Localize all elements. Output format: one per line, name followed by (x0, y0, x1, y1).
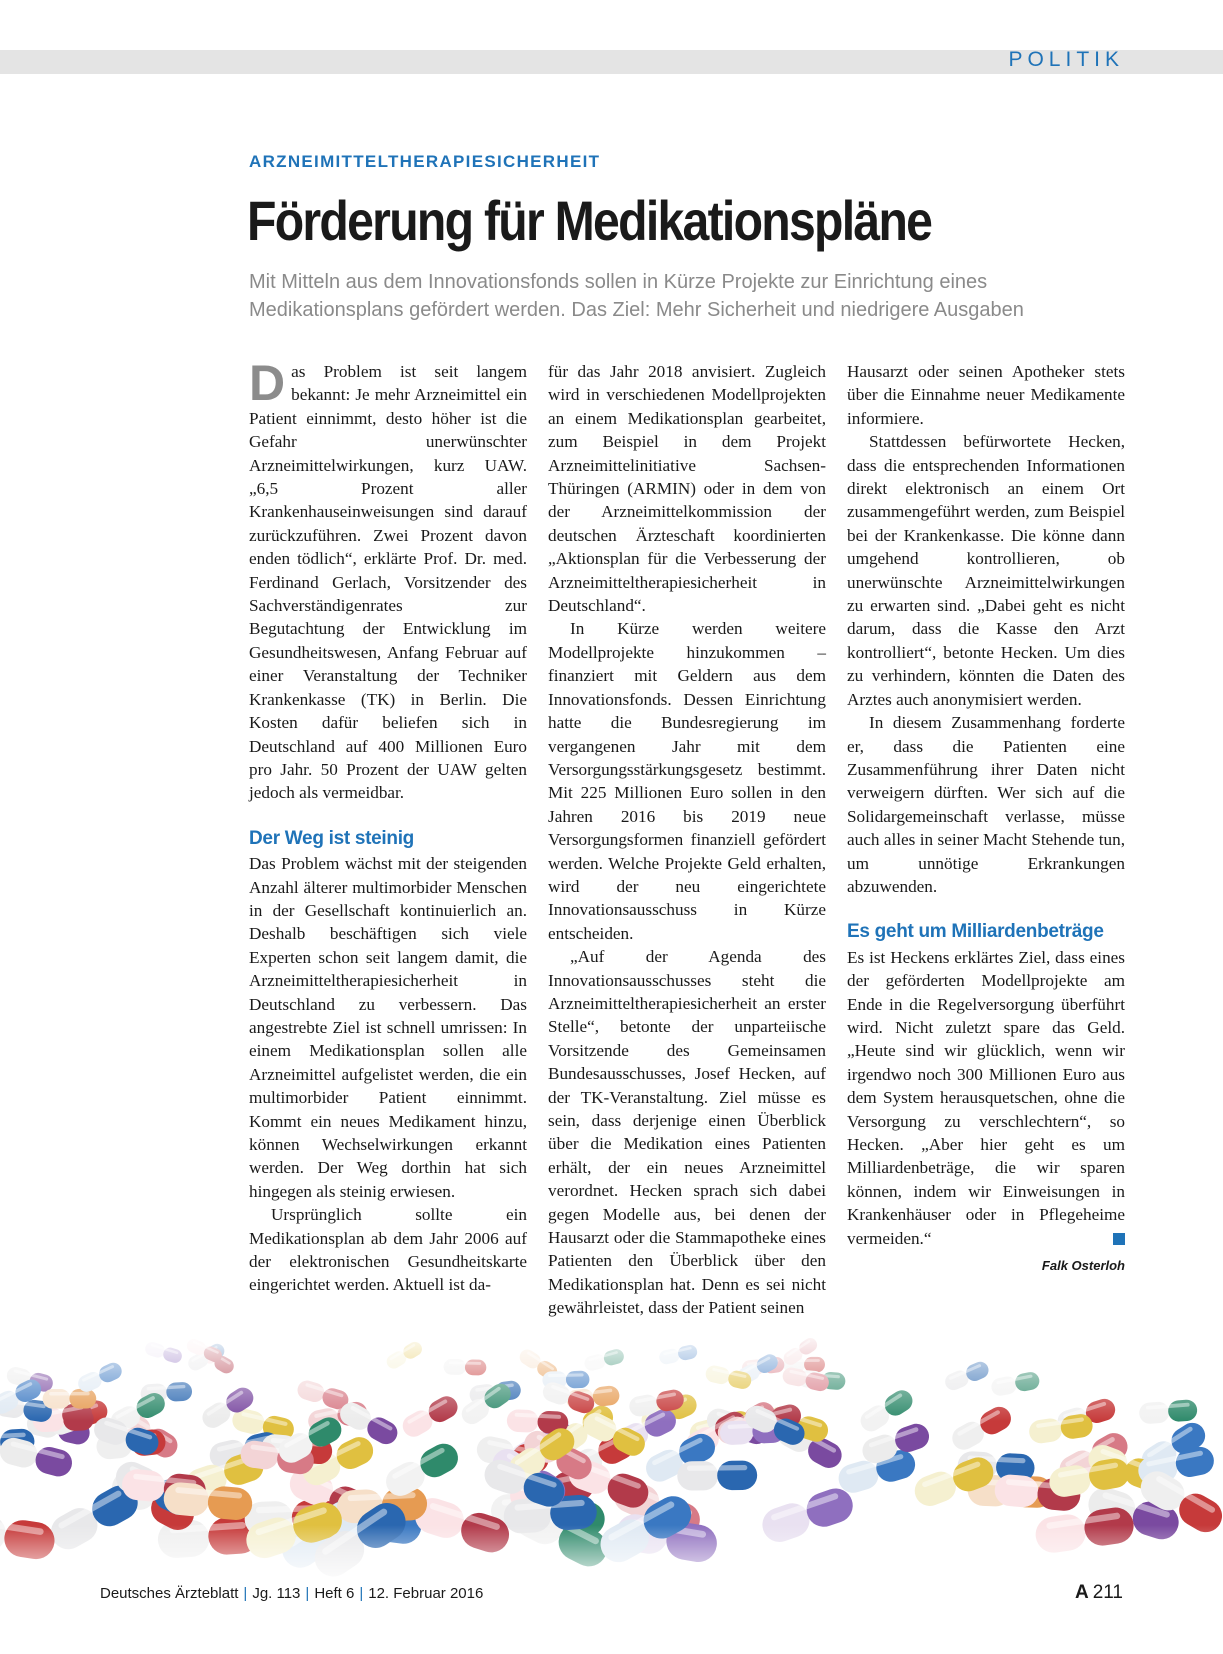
paragraph: In diesem Zusammenhang forderte er, dass die Patienten eine Zusammenführung ihrer Daten nicht verweigern dürften. Wer sich auf die Solidargemeinschaft verlasse, müsse auch alles in seiner Macht Stehende tun, um unnötige Erkrankungen abzuwenden. (847, 713, 1125, 896)
paragraph: In Kürze werden weitere Modellprojekte hinzukommen – finanziert mit Geldern aus dem Innovationsfonds. Dessen Einrichtung hatte die Bundesregierung im vergangenen Jahr mit dem Versorgungsstärkungsgesetz bestimmt. Mit 225 Millionen Euro sollen in den Jahren 2016 bis 2019 neue Versorgungsformen finanziell gefördert werden. Welche Projekte Geld erhalten, wird der neu eingerichtete Innovationsausschuss in Kürze entscheiden. (548, 619, 826, 943)
subheading: Es geht um Milliardenbeträge (847, 921, 1104, 943)
issue-date: 12. Februar 2016 (368, 1585, 484, 1602)
subheading: Der Weg ist steinig (249, 827, 414, 849)
page-number-value: 211 (1092, 1582, 1123, 1603)
page-number (1075, 1582, 1123, 1604)
page-prefix: A (1074, 1582, 1089, 1603)
article-title: Förderung für Medikationspläne (247, 189, 932, 252)
paragraph (249, 355, 527, 805)
section-label: POLITIK (1008, 48, 1124, 71)
article-subtitle: Mit Mitteln aus dem Innovationsfonds sollen in Kürze Projekte zur Einrichtung eines Medikationsplans gefördert werden. Das Ziel: Mehr Sicherheit und niedrigere Ausgaben (249, 271, 1024, 321)
paragraph (847, 946, 1125, 1250)
paragraph-text: as Problem ist seit langem bekannt: Je mehr Arzneimittel ein Patient einnimmt, desto höher ist die Gefahr unerwünschter Arzneimittelwirkungen, kurz UAW. „6,5 Prozent aller Krankenhauseinweisungen sind darauf zurückzuführen. Zwei Prozent davon enden tödlich“, erklärte Prof. Dr. med. Ferdinand Gerlach, Vorsitzender des Sachverständigenrates zur Begutachtung der Entwicklung im Gesundheitswesen, Anfang Februar auf einer Veranstaltung der Techniker Krankenkasse (TK) in Berlin. Die Kosten dafür beliefen sich in Deutschland auf 400 Millionen Euro pro Jahr. 50 Prozent der UAW gelten jedoch als vermeidbar. (249, 362, 527, 803)
article-column-2 (548, 360, 826, 1320)
paragraph: Das Problem wächst mit der steigenden Anzahl älterer multimorbider Menschen in der Gesellschaft kontinuierlich an. Deshalb beschäftigen sich viele Experten schon seit langem damit, die Arzneimitteltherapiesicherheit in Deutschland zu verbessern. Das angestrebte Ziel ist schnell umrissen: In einem Medikationsplan sollen alle Arzneimittel aufgelistet werden, die ein multimorbider Patient einnimmt. Kommt ein neues Medikament hinzu, können Wechselwirkungen erkannt werden. Der Weg dorthin hat sich hingegen als steinig erwiesen. (249, 854, 527, 1201)
issue: Heft 6 (314, 1585, 355, 1602)
article-column-3 (847, 360, 1125, 1277)
drop-cap: D (249, 355, 286, 411)
end-mark-icon (1113, 1233, 1125, 1245)
article-kicker: ARZNEIMITTELTHERAPIESICHERHEIT (249, 152, 601, 171)
pills-photo (0, 1330, 1223, 1590)
paragraph: Stattdessen befürwortete Hecken, dass die entsprechenden Informationen direkt elektronisch an einem Ort zusammengeführt werden, zum Beispiel bei der Krankenkasse. Die könne dann umgehend kontrollieren, ob unerwünschte Arzneimittelwirkungen zu erwarten sind. „Dabei geht es nicht darum, dass die Kasse den Arzt kontrolliert“, betonte Hecken. Um dies zu verhindern, könnten die Daten des Arztes auch anonymisiert werden. (847, 432, 1125, 709)
journal-name: Deutsches Ärzteblatt (100, 1585, 239, 1602)
paragraph: „Auf der Agenda des Innovationsausschusses steht die Arzneimitteltherapiesicherheit an erster Stelle“, betonte der unparteiische Vorsitzende des Gemeinsamen Bundesausschusses, Josef Hecken, auf der TK-Veranstaltung. Ziel müsse es sein, dass derjenige einen Überblick über die Medikation eines Patienten erhält, der ein neues Arzneimittel verordnet. Hecken sprach sich dabei gegen Modelle aus, bei denen der Hausarzt oder die Stammapotheke eines Patienten den Überblick über den Medikationsplan hat. Denn es sei nicht gewährleistet, dass der Patient seinen (548, 947, 826, 1318)
paragraph: Hausarzt oder seinen Apotheker stets über die Einnahme neuer Medikamente informiere. (847, 362, 1125, 428)
paragraph: für das Jahr 2018 anvisiert. Zugleich wird in verschiedenen Modellprojekten an einem Medikationsplan gearbeitet, zum Beispiel in dem Projekt Arzneimittelinitiative Sachsen-Thüringen (ARMIN) oder in dem von der Arzneimittelkommission der deutschen Ärzteschaft koordinierten „Aktionsplan für die Verbesserung der Arzneimitteltherapiesicherheit in Deutschland“. (548, 362, 826, 616)
paragraph: Ursprünglich sollte ein Medikationsplan ab dem Jahr 2006 auf der elektronischen Gesundheitskarte eingerichtet werden. Aktuell ist da- (249, 1205, 527, 1295)
footer-citation: Deutsches Ärzteblatt | Jg. 113 | Heft 6 | 12. Februar 2016 (100, 1585, 484, 1602)
paragraph-text: Es ist Heckens erklärtes Ziel, dass eines der geförderten Modellprojekte am Ende in die Regelversorgung überführt wird. Nicht zuletzt spare das Geld. „Heute sind wir glücklich, wenn wir irgendwo noch 300 Millionen Euro aus dem System herausquetschen, ohne die Versorgung zu verschlechtern“, so Hecken. „Aber hier geht es um Milliardenbeträge, die wir sparen können, indem wir Einweisungen in Krankenhäuser oder in Pflegeheime vermeiden.“ (847, 947, 1125, 1248)
article-column-1 (249, 355, 527, 1297)
volume: Jg. 113 (252, 1585, 301, 1602)
author-byline: Falk Osterloh (1041, 1258, 1125, 1274)
